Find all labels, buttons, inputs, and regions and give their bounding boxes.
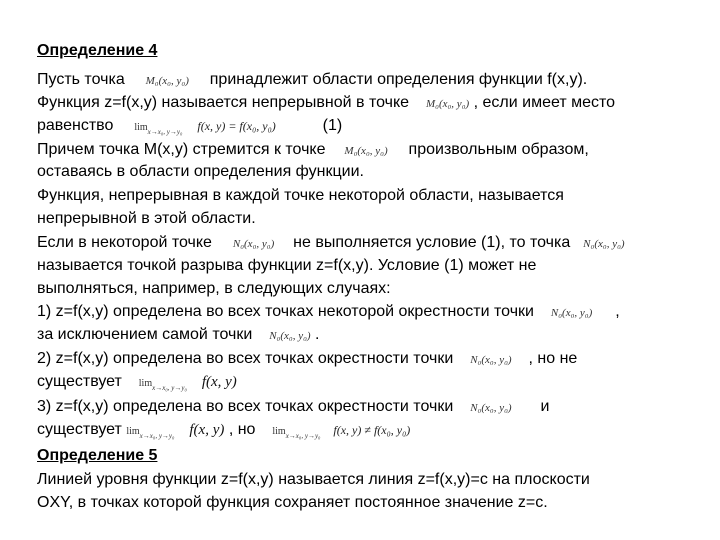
definition-5-heading: Определение 5 [37,447,158,464]
text-line-8: непрерывной в этой области. [37,210,256,227]
equation-number: (1) [322,117,343,134]
text-fragment: произвольным образом, [408,141,589,158]
formula-fxy: f(x, y) [201,374,237,390]
text-line-10: называется точкой разрыва функции z=f(x,y). Условие (1) может не [37,257,537,274]
formula-limit-equality: f(x, y) = f(x₀, y₀) [197,119,276,133]
formula-limit-inequality: f(x, y) ≠ f(x₀, y₀) [333,423,411,437]
text-fragment: за исключением самой точки [37,326,253,343]
text-fragment: 3) z=f(x,y) определена во всех точках окрестности точки [37,398,454,415]
text-fragment: существует [37,421,122,438]
text-line-11: выполняться, например, в следующих случаях: [37,280,391,297]
text-fragment: Пусть точка [37,71,125,88]
text-line-7: Функция, непрерывная в каждой точке некоторой области, называется [37,187,564,204]
formula-limit: $\lim_{x\to x_0, y\to y_0}$ [134,122,183,136]
text-fragment: , если имеет место [473,94,616,111]
formula-limit: $\lim_{x\to x_0, y\to y_0}$ [272,426,321,440]
formula-limit: $\lim_{x\to x_0, y\to y_0}$ [138,378,187,392]
text-fragment: , но не [528,350,578,367]
text-line-13 [37,325,320,345]
text-fragment: равенство [37,117,114,134]
text-line-20: OXY, в точках которой функция сохраняет постоянное значение z=c. [37,494,548,511]
text-fragment: , но [228,421,256,438]
text-line-17 [37,420,410,440]
text-fragment: не выполняется условие (1), то точка [293,234,571,251]
text-fragment: . [315,326,320,343]
text-fragment: принадлежит области определения функции f(x,y). [209,71,588,88]
definition-4-heading: Определение 4 [37,42,158,59]
text-line-19: Линией уровня функции z=f(x,y) называется линия z=f(x,y)=c на плоскости [37,471,590,488]
text-line-2 [37,70,587,90]
formula-n0: N₀(x₀, y₀) [583,238,625,250]
text-line-6: оставаясь в области определения функции. [37,163,364,180]
text-fragment: Функция z=f(x,y) называется непрерывной в точке [37,94,410,111]
formula-n0: N₀(x₀, y₀) [470,354,512,366]
formula-m0: M₀(x₀, y₀) [344,145,388,157]
text-fragment: и [540,398,550,415]
text-fragment: 2) z=f(x,y) определена во всех точках окрестности точки [37,350,454,367]
formula-limit: $\lim_{x\to x_0, y\to y_0}$ [126,426,175,440]
text-line-3 [37,93,615,113]
formula-m0: M₀(x₀, y₀) [145,75,189,87]
text-line-5 [37,140,589,160]
text-line-9 [37,233,625,253]
formula-n0: N₀(x₀, y₀) [470,402,512,414]
text-line-12 [37,302,620,322]
formula-n0: N₀(x₀, y₀) [232,238,275,250]
text-line-16 [37,397,549,417]
text-line-14 [37,349,577,369]
text-line-4 [37,116,342,136]
text-fragment: , [615,303,620,320]
text-fragment: Причем точка M(x,y) стремится к точке [37,141,326,158]
formula-n0: N₀(x₀, y₀) [550,307,593,319]
text-fragment: Если в некоторой точке [37,234,212,251]
formula-n0: N₀(x₀, y₀) [269,330,311,342]
formula-fxy: f(x, y) [189,422,225,438]
formula-m0: M₀(x₀, y₀) [425,98,470,110]
text-line-15 [37,372,237,392]
text-fragment: 1) z=f(x,y) определена во всех точках некоторой окрестности точки [37,303,534,320]
text-fragment: существует [37,373,122,390]
